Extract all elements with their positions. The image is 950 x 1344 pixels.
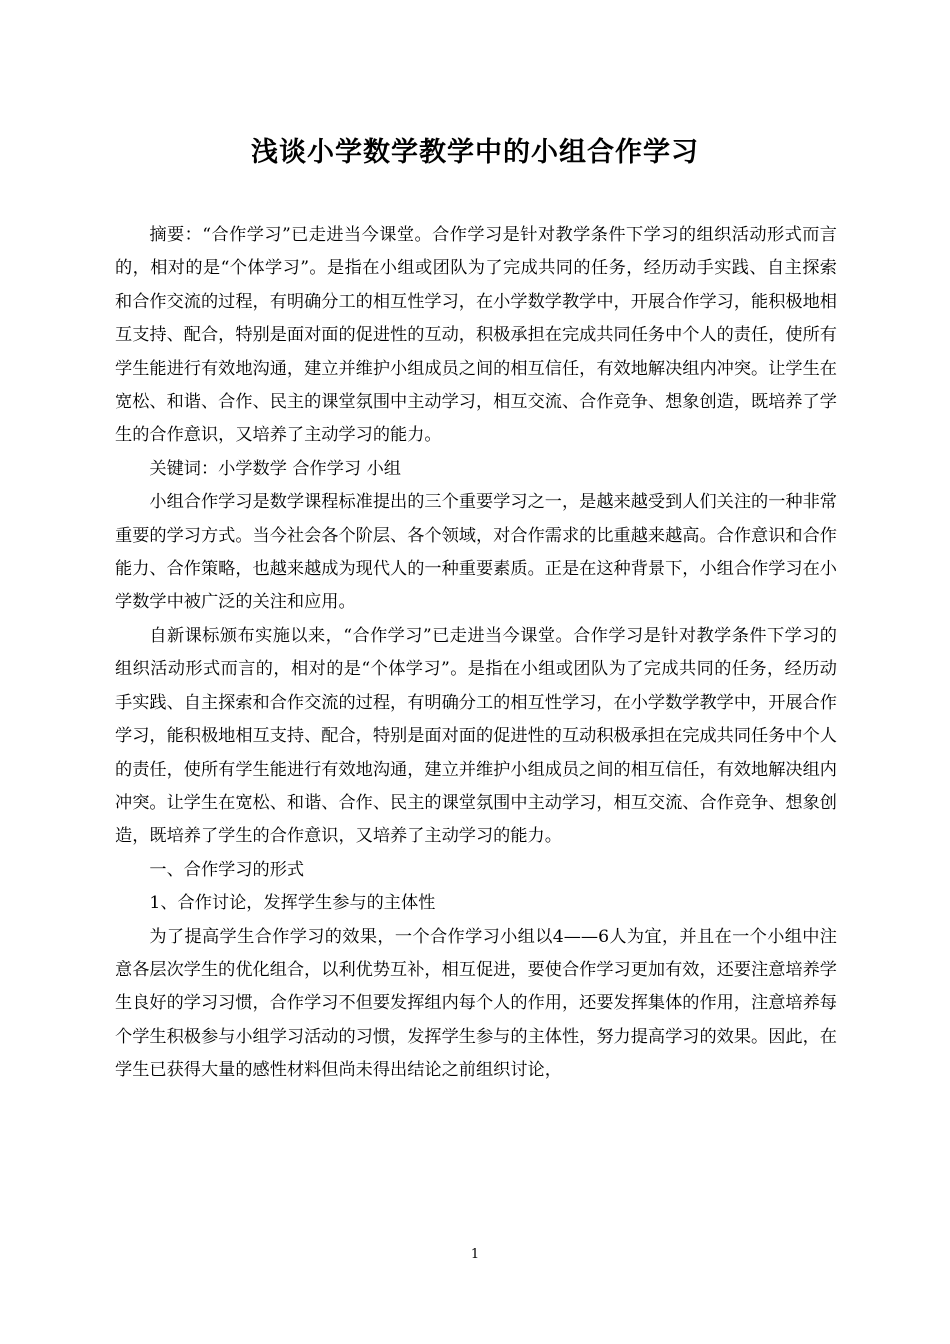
body-paragraph: 为了提高学生合作学习的效果，一个合作学习小组以4——6人为宜，并且在一个小组中注意各层次学生的优化组合，以利优势互补，相互促进，要使合作学习更加有效，还要注意培养学生良好的学习习惯，合作学习不但要发挥组内每个人的作用，还要发挥集体的作用，注意培养每个学生积极参与小组学习活动的习惯，发挥学生参与的主体性，努力提高学习的效果。因此，在学生已获得大量的感性材料但尚未得出结论之前组织讨论， — [115, 926, 837, 1081]
body-paragraph: 自新课标颁布实施以来，“合作学习”已走进当今课堂。合作学习是针对教学条件下学习的组织活动形式而言的，相对的是“个体学习”。是指在小组或团队为了完成共同的任务，经历动手实践、自主探索和合作交流的过程，有明确分工的相互性学习，在小学数学教学中，开展合作学习，能积极地相互支持、配合，特别是面对面的促进性的互动积极承担在完成共同任务中个人的责任，使所有学生能进行有效地沟通，建立并维护小组成员之间的相互信任，有效地解决组内冲突。让学生在宽松、和谐、合作、民主的课堂氛围中主动学习，相互交流、合作竞争、想象创造，既培养了学生的合作意识，又培养了主动学习的能力。 — [115, 625, 837, 847]
keywords-paragraph: 关键词：小学数学 合作学习 小组 — [149, 458, 401, 479]
abstract-paragraph: 摘要：“合作学习”已走进当今课堂。合作学习是针对教学条件下学习的组织活动形式而言的，相对的是“个体学习”。是指在小组或团队为了完成共同的任务，经历动手实践、自主探索和合作交流的过程，有明确分工的相互性学习，在小学数学教学中，开展合作学习，能积极地相互支持、配合，特别是面对面的促进性的互动，积极承担在完成共同任务中个人的责任，使所有学生能进行有效地沟通，建立并维护小组成员之间的相互信任，有效地解决组内冲突。让学生在宽松、和谐、合作、民主的课堂氛围中主动学习，相互交流、合作竞争、想象创造，既培养了学生的合作意识，又培养了主动学习的能力。 — [115, 225, 837, 446]
document-body — [115, 219, 837, 1088]
body-paragraph: 小组合作学习是数学课程标准提出的三个重要学习之一，是越来越受到人们关注的一种非常重要的学习方式。当今社会各个阶层、各个领域，对合作需求的比重越来越高。合作意识和合作能力、合作策略，也越来越成为现代人的一种重要素质。正是在这种背景下，小组合作学习在小学数学中被广泛的关注和应用。 — [115, 492, 837, 613]
page-number: 1 — [470, 1247, 480, 1262]
section-heading: 一、合作学习的形式 — [149, 859, 305, 880]
document-title: 浅谈小学数学教学中的小组合作学习 — [251, 137, 699, 168]
subsection-heading: 1、合作讨论，发挥学生参与的主体性 — [149, 893, 436, 914]
